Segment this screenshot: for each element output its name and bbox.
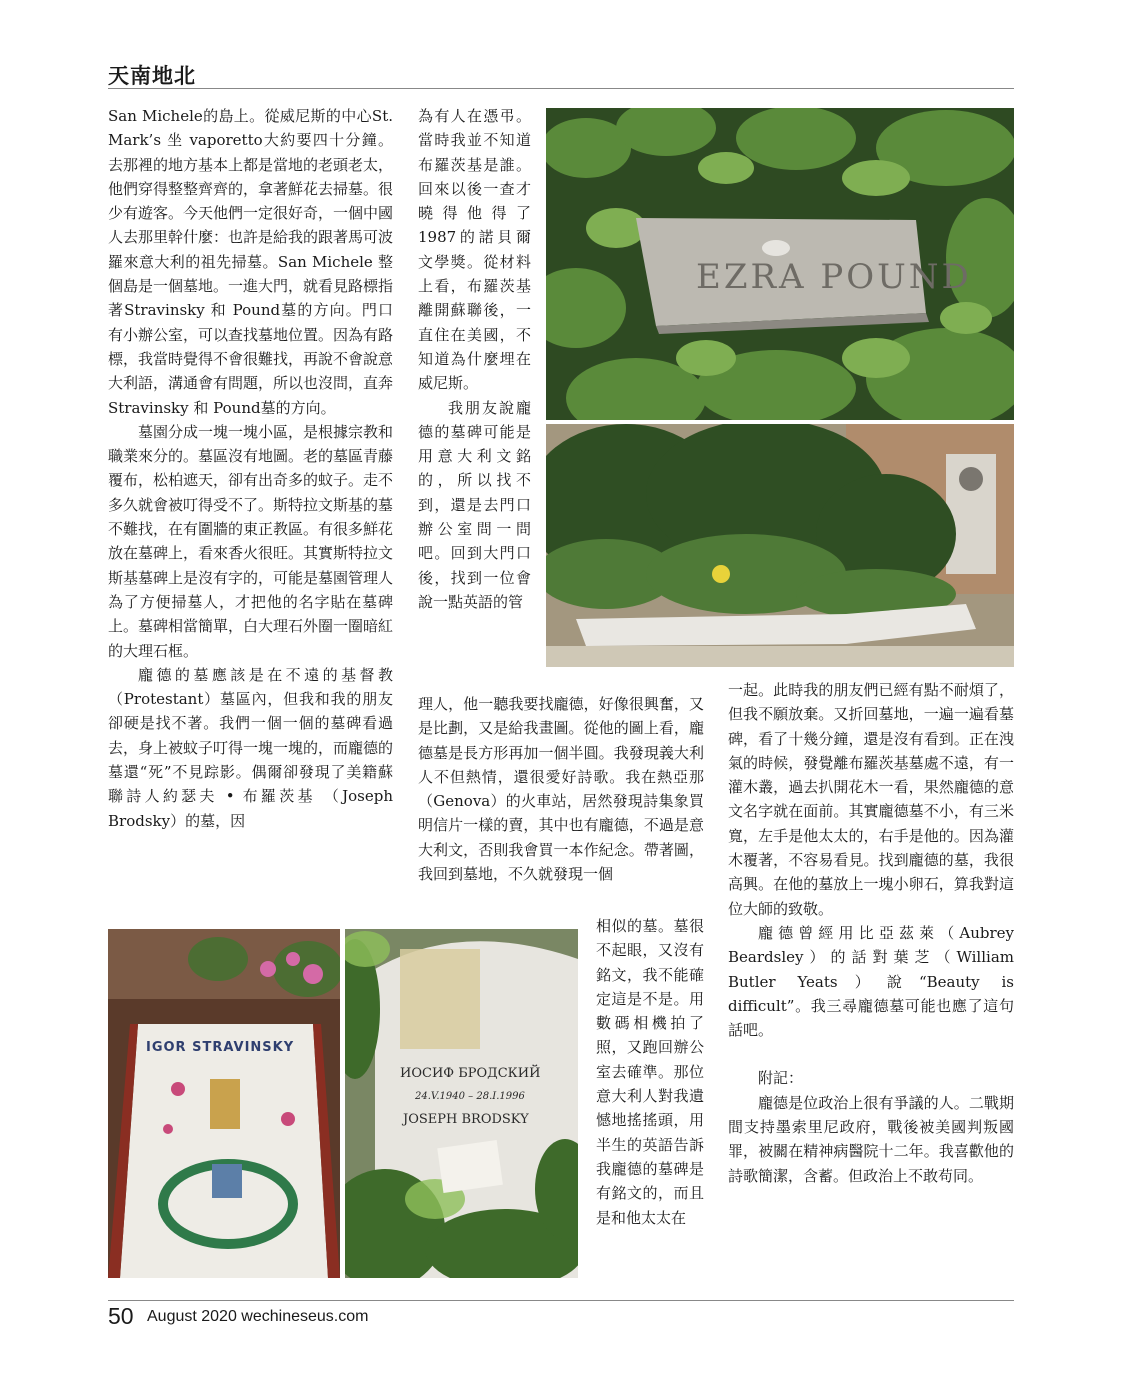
header-rule [108,88,1014,89]
footer-rule [108,1300,1014,1301]
brodsky-grave-name-en: JOSEPH BRODSKY [403,1112,529,1127]
photo-pound-grave [546,108,1014,420]
photo-grave-garden [546,424,1014,667]
paragraph: 龐德的墓應該是在不遠的基督教（Protestant）墓區內，但我和我的朋友卻硬是找不著。我們一個一個的墓碑看過去，身上被蚊子叮得一塊一塊的，而龐德的墓還“死”不見踪影。偶爾卻發現了美籍蘇聯詩人約瑟夫 • 布羅茨基 （Joseph Brodsky）的墓，因 [108,665,393,830]
paragraph: 相似的墓。墓很不起眼，又沒有銘文，我不能確定這是不是。用數碼相機拍了照，又跑回辦公室去確準。那位意大利人對我遺憾地搖搖頭，用半生的英語告訴我龐德的墓碑是有銘文的，而且是和他太太在 [596,917,704,1227]
paragraph: San Michele的島上。從威尼斯的中心St. Mark’s 坐 vaporetto大約要四十分鐘。去那裡的地方基本上都是當地的老頭老太，他們穿得整整齊齊的，拿著鮮花去掃墓。很少有遊客。今天他們一定很好奇，一個中國人去那里幹什麼：也許是給我的跟著馬可波羅來意大利的祖先掃墓。San Michele 整個島是一個墓地。一進大門，就看見路標指著Stravinsky 和 Pound墓的方向。門口有小辦公室，可以查找墓地位置。因為有路標，我當時覺得不會很難找，再說不會說意大利語，溝通會有問題，所以也沒問，直奔Stravinsky 和 Pound墓的方向。 [108,107,393,417]
stravinsky-grave-inscription: IGOR STRAVINSKY [146,1040,295,1055]
photo-brodsky-grave [345,929,578,1278]
paragraph: 理人，他一聽我要找龐德，好像很興奮，又是比劃，又是給我畫圖。從他的圖上看，龐德墓是長方形再加一個半圓。我發現義大利人不但熱情，還很愛好詩歌。我在熱亞那（Genova）的火車站，居然發現詩集象買明信片一樣的賣，其中也有龐德，不過是意大利文，否則我會買一本作紀念。帶著圖，我回到墓地，不久就發現一個 [418,695,704,884]
article-column-2 [418,104,531,694]
page-number: 50 [108,1303,134,1329]
brodsky-grave-name-ru: ИОСИФ БРОДСКИЙ [400,1066,541,1081]
publication-info: August 2020 wechineseus.com [147,1308,369,1325]
article-column-1 [108,104,393,914]
paragraph: 墓園分成一塊一塊小區，是根據宗教和職業來分的。墓區沒有地圖。老的墓區青藤覆布，松柏遮天，卻有出奇多的蚊子。走不多久就會被叮得受不了。斯特拉文斯基的墓不難找，在有圍牆的東正教區。有很多鮮花放在墓碑上，看來香火很旺。其實斯特拉文斯基墓碑上是沒有字的，可能是墓園管理人為了方便掃墓人，才把他的名字貼在墓碑上。墓碑相當簡單，白大理石外圈一圈暗紅的大理石框。 [108,422,393,660]
section-title: 天南地北 [108,64,196,88]
photo-stravinsky-grave [108,929,340,1278]
brodsky-grave-dates: 24.V.1940 – 28.I.1996 [415,1091,525,1102]
paragraph: 龐德是位政治上很有爭議的人。二戰期間支持墨索里尼政府，戰後被美國判叛國罪，被關在精神病醫院十二年。我喜歡他的詩歌簡潔，含蓄。但政治上不敢苟同。 [728,1093,1014,1185]
article-column-2-narrow [596,914,704,1284]
article-column-2-wide [418,692,704,912]
paragraph: 龐德曾經用比亞茲萊（Aubrey Beardsley）的話對葉芝（William Butler Yeats）說“Beauty is difficult”。我三尋龐德墓可能也應了這句話吧。 [728,923,1014,1040]
paragraph: 我朋友說龐德的墓碑可能是用意大利文銘的，所以找不到，還是去門口辦公室問一問吧。回到大門口後，找到一位會說一點英語的管 [418,398,531,611]
appendix-heading: 附記： [758,1069,804,1088]
pound-grave-inscription: EZRA POUND [696,257,972,297]
paragraph: 一起。此時我的朋友們已經有點不耐煩了，但我不願放棄。又折回墓地，一遍一遍看墓碑，看了十幾分鐘，還是沒有看到。正在洩氣的時候，發覺離布羅茨基墓處不遠，有一灌木叢，過去扒開花木一看，果然龐德的意文名字就在面前。其實龐德墓不小，有三米寬，左手是他太太的，右手是他的。因為灌木覆著，不容易看見。找到龐德的墓，我很高興。在他的墓放上一塊小卵石，算我對這位大師的致敬。 [728,681,1014,918]
paragraph: 為有人在憑弔。當時我並不知道布羅茨基是誰。回來以後一查才曉得他得了1987的諾貝爾文學獎。從材料上看，布羅茨基離開蘇聯後，一直住在美國，不知道為什麼埋在威尼斯。 [418,107,531,393]
article-column-3 [728,678,1014,1288]
